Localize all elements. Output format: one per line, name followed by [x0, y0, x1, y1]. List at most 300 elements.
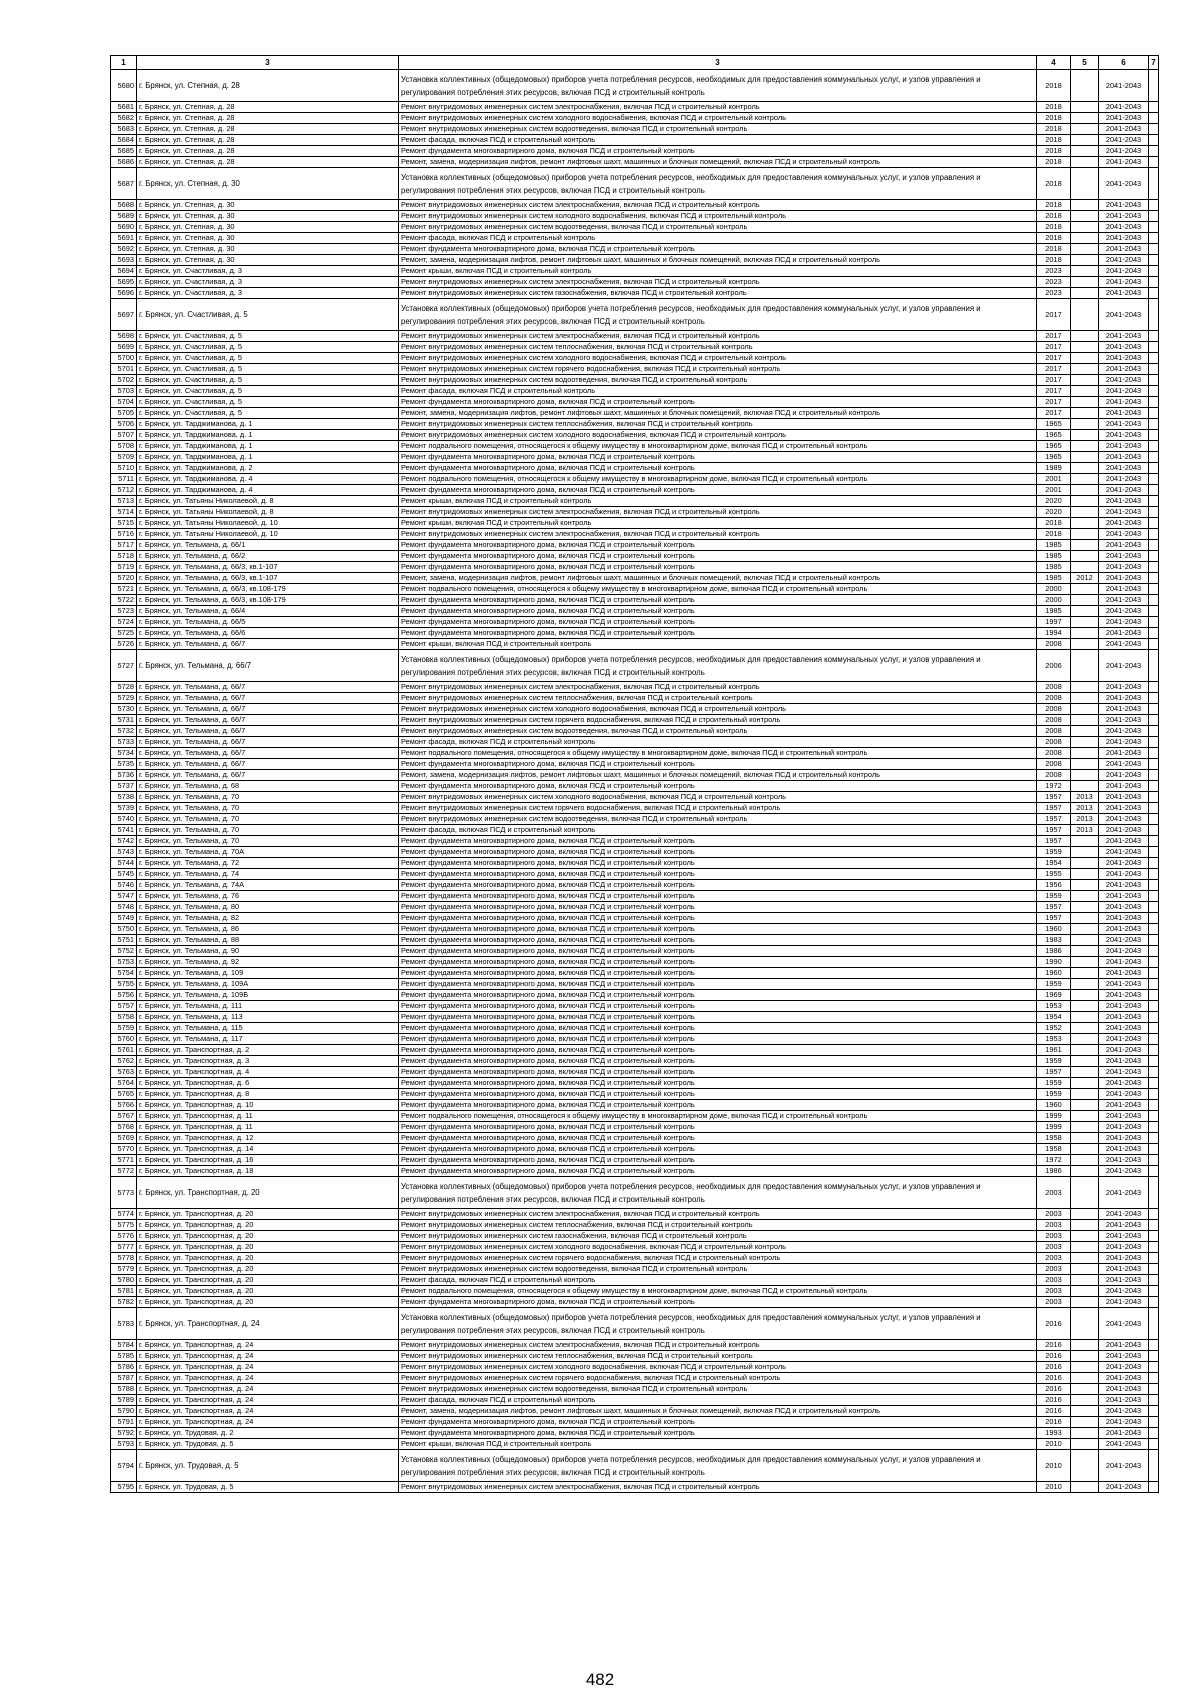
- cell-work-type: Ремонт внутридомовых инженерных систем водоотведения, включая ПСД и строительный контроль: [399, 726, 1037, 737]
- cell-build-year: 1957: [1037, 825, 1071, 836]
- cell-last-repair-year: [1071, 244, 1099, 255]
- cell-row-number: 5696: [111, 288, 137, 299]
- cell-address: г. Брянск, ул. Тельмана, д. 72: [137, 858, 399, 869]
- cell-work-type: Ремонт фундамента многоквартирного дома, включая ПСД и строительный контроль: [399, 1001, 1037, 1012]
- cell-build-year: 1953: [1037, 1001, 1071, 1012]
- cell-extra: [1149, 135, 1159, 146]
- cell-last-repair-year: [1071, 693, 1099, 704]
- cell-last-repair-year: [1071, 430, 1099, 441]
- cell-build-year: 1986: [1037, 946, 1071, 957]
- table-row: [111, 748, 1159, 759]
- table-row: [111, 880, 1159, 891]
- cell-build-year: 1972: [1037, 1155, 1071, 1166]
- cell-last-repair-year: [1071, 979, 1099, 990]
- cell-address: г. Брянск, ул. Тельмана, д. 66/5: [137, 617, 399, 628]
- cell-planned-period: 2041-2043: [1099, 233, 1149, 244]
- cell-build-year: 2006: [1037, 650, 1071, 682]
- cell-extra: [1149, 704, 1159, 715]
- cell-work-type: Ремонт, замена, модернизация лифтов, ремонт лифтовых шахт, машинных и блочных помещений, включая ПСД и строительный контроль: [399, 1406, 1037, 1417]
- table-row: [111, 1177, 1159, 1209]
- cell-last-repair-year: [1071, 408, 1099, 419]
- cell-work-type: Ремонт фундамента многоквартирного дома, включая ПСД и строительный контроль: [399, 1034, 1037, 1045]
- cell-planned-period: 2041-2043: [1099, 990, 1149, 1001]
- cell-build-year: 2016: [1037, 1384, 1071, 1395]
- cell-build-year: 1960: [1037, 1100, 1071, 1111]
- cell-address: г. Брянск, ул. Степная, д. 30: [137, 255, 399, 266]
- cell-work-type: Ремонт внутридомовых инженерных систем горячего водоснабжения, включая ПСД и строительный контроль: [399, 364, 1037, 375]
- cell-work-type: Ремонт фундамента многоквартирного дома, включая ПСД и строительный контроль: [399, 1089, 1037, 1100]
- cell-planned-period: 2041-2043: [1099, 737, 1149, 748]
- cell-last-repair-year: [1071, 902, 1099, 913]
- table-row: [111, 1045, 1159, 1056]
- cell-work-type: Ремонт внутридомовых инженерных систем холодного водоснабжения, включая ПСД и строительный контроль: [399, 211, 1037, 222]
- cell-planned-period: 2041-2043: [1099, 617, 1149, 628]
- cell-row-number: 5726: [111, 639, 137, 650]
- cell-extra: [1149, 441, 1159, 452]
- table-row: [111, 146, 1159, 157]
- cell-build-year: 1983: [1037, 935, 1071, 946]
- cell-build-year: 2023: [1037, 288, 1071, 299]
- cell-work-type: Установка коллективных (общедомовых) приборов учета потребления ресурсов, необходимых для предоставления коммунальных услуг, и узлов управления и регулирования потребления этих ресурсов, включая ПСД и строительный контроль: [399, 299, 1037, 331]
- cell-extra: [1149, 759, 1159, 770]
- cell-work-type: Ремонт внутридомовых инженерных систем газоснабжения, включая ПСД и строительный контроль: [399, 1231, 1037, 1242]
- cell-row-number: 5690: [111, 222, 137, 233]
- cell-planned-period: 2041-2043: [1099, 211, 1149, 222]
- cell-row-number: 5757: [111, 1001, 137, 1012]
- cell-work-type: Ремонт фасада, включая ПСД и строительный контроль: [399, 825, 1037, 836]
- table-row: [111, 441, 1159, 452]
- cell-build-year: 2001: [1037, 485, 1071, 496]
- cell-row-number: 5758: [111, 1012, 137, 1023]
- cell-build-year: 1954: [1037, 858, 1071, 869]
- cell-work-type: Ремонт фундамента многоквартирного дома, включая ПСД и строительный контроль: [399, 1056, 1037, 1067]
- cell-last-repair-year: [1071, 1362, 1099, 1373]
- cell-build-year: 2023: [1037, 266, 1071, 277]
- cell-work-type: Ремонт фундамента многоквартирного дома, включая ПСД и строительный контроль: [399, 1417, 1037, 1428]
- table-row: [111, 496, 1159, 507]
- cell-planned-period: 2041-2043: [1099, 1428, 1149, 1439]
- cell-extra: [1149, 452, 1159, 463]
- cell-planned-period: 2041-2043: [1099, 595, 1149, 606]
- cell-last-repair-year: [1071, 507, 1099, 518]
- cell-address: г. Брянск, ул. Тельмана, д. 66/7: [137, 759, 399, 770]
- cell-planned-period: 2041-2043: [1099, 1417, 1149, 1428]
- cell-address: г. Брянск, ул. Счастливая, д. 3: [137, 266, 399, 277]
- cell-build-year: 2003: [1037, 1253, 1071, 1264]
- table-row: [111, 485, 1159, 496]
- cell-row-number: 5783: [111, 1308, 137, 1340]
- cell-last-repair-year: [1071, 617, 1099, 628]
- cell-row-number: 5770: [111, 1144, 137, 1155]
- cell-work-type: Ремонт фундамента многоквартирного дома, включая ПСД и строительный контроль: [399, 968, 1037, 979]
- cell-work-type: Ремонт подвального помещения, относящегося к общему имуществу в многоквартирном доме, включая ПСД и строительный контроль: [399, 584, 1037, 595]
- cell-extra: [1149, 869, 1159, 880]
- cell-work-type: Ремонт внутридомовых инженерных систем электроснабжения, включая ПСД и строительный контроль: [399, 1482, 1037, 1493]
- cell-row-number: 5703: [111, 386, 137, 397]
- cell-row-number: 5794: [111, 1450, 137, 1482]
- cell-build-year: 2003: [1037, 1297, 1071, 1308]
- cell-last-repair-year: [1071, 124, 1099, 135]
- cell-planned-period: 2041-2043: [1099, 792, 1149, 803]
- cell-build-year: 2018: [1037, 70, 1071, 102]
- cell-row-number: 5756: [111, 990, 137, 1001]
- cell-work-type: Ремонт внутридомовых инженерных систем теплоснабжения, включая ПСД и строительный контроль: [399, 1220, 1037, 1231]
- cell-extra: [1149, 124, 1159, 135]
- cell-extra: [1149, 693, 1159, 704]
- cell-address: г. Брянск, ул. Счастливая, д. 5: [137, 397, 399, 408]
- cell-extra: [1149, 957, 1159, 968]
- cell-last-repair-year: [1071, 628, 1099, 639]
- cell-planned-period: 2041-2043: [1099, 693, 1149, 704]
- cell-planned-period: 2041-2043: [1099, 1089, 1149, 1100]
- cell-build-year: 2010: [1037, 1482, 1071, 1493]
- cell-extra: [1149, 386, 1159, 397]
- cell-planned-period: 2041-2043: [1099, 266, 1149, 277]
- cell-extra: [1149, 430, 1159, 441]
- cell-build-year: 1999: [1037, 1122, 1071, 1133]
- cell-build-year: 2017: [1037, 397, 1071, 408]
- cell-address: г. Брянск, ул. Тельмана, д. 70: [137, 825, 399, 836]
- cell-last-repair-year: [1071, 518, 1099, 529]
- cell-build-year: 1994: [1037, 628, 1071, 639]
- cell-work-type: Ремонт внутридомовых инженерных систем горячего водоснабжения, включая ПСД и строительный контроль: [399, 715, 1037, 726]
- cell-planned-period: 2041-2043: [1099, 1308, 1149, 1340]
- cell-work-type: Ремонт внутридомовых инженерных систем газоснабжения, включая ПСД и строительный контроль: [399, 288, 1037, 299]
- cell-build-year: 2016: [1037, 1406, 1071, 1417]
- cell-build-year: 2017: [1037, 375, 1071, 386]
- cell-address: г. Брянск, ул. Тельмана, д. 70: [137, 792, 399, 803]
- cell-work-type: Ремонт фундамента многоквартирного дома, включая ПСД и строительный контроль: [399, 1012, 1037, 1023]
- cell-address: г. Брянск, ул. Транспортная, д. 24: [137, 1395, 399, 1406]
- cell-row-number: 5700: [111, 353, 137, 364]
- cell-last-repair-year: [1071, 1056, 1099, 1067]
- cell-last-repair-year: [1071, 233, 1099, 244]
- cell-row-number: 5751: [111, 935, 137, 946]
- cell-row-number: 5707: [111, 430, 137, 441]
- cell-last-repair-year: [1071, 540, 1099, 551]
- table-row: [111, 386, 1159, 397]
- cell-extra: [1149, 825, 1159, 836]
- table-row: [111, 1034, 1159, 1045]
- cell-work-type: Ремонт фундамента многоквартирного дома, включая ПСД и строительный контроль: [399, 836, 1037, 847]
- cell-extra: [1149, 595, 1159, 606]
- cell-work-type: Ремонт фундамента многоквартирного дома, включая ПСД и строительный контроль: [399, 1122, 1037, 1133]
- cell-work-type: Установка коллективных (общедомовых) приборов учета потребления ресурсов, необходимых для предоставления коммунальных услуг, и узлов управления и регулирования потребления этих ресурсов, включая ПСД и строительный контроль: [399, 650, 1037, 682]
- cell-extra: [1149, 364, 1159, 375]
- cell-build-year: 2008: [1037, 715, 1071, 726]
- cell-row-number: 5708: [111, 441, 137, 452]
- cell-address: г. Брянск, ул. Тельмана, д. 70: [137, 836, 399, 847]
- cell-planned-period: 2041-2043: [1099, 957, 1149, 968]
- cell-work-type: Ремонт фундамента многоквартирного дома, включая ПСД и строительный контроль: [399, 990, 1037, 1001]
- table-row: [111, 726, 1159, 737]
- cell-last-repair-year: [1071, 1417, 1099, 1428]
- cell-work-type: Ремонт фасада, включая ПСД и строительный контроль: [399, 1275, 1037, 1286]
- cell-address: г. Брянск, ул. Транспортная, д. 24: [137, 1340, 399, 1351]
- cell-extra: [1149, 266, 1159, 277]
- cell-address: г. Брянск, ул. Тельмана, д. 66/7: [137, 693, 399, 704]
- cell-build-year: 2020: [1037, 496, 1071, 507]
- cell-build-year: 1955: [1037, 869, 1071, 880]
- cell-work-type: Ремонт фундамента многоквартирного дома, включая ПСД и строительный контроль: [399, 1078, 1037, 1089]
- cell-row-number: 5733: [111, 737, 137, 748]
- cell-planned-period: 2041-2043: [1099, 759, 1149, 770]
- cell-planned-period: 2041-2043: [1099, 485, 1149, 496]
- cell-planned-period: 2041-2043: [1099, 299, 1149, 331]
- cell-row-number: 5706: [111, 419, 137, 430]
- cell-build-year: 2008: [1037, 682, 1071, 693]
- cell-extra: [1149, 540, 1159, 551]
- cell-row-number: 5732: [111, 726, 137, 737]
- cell-row-number: 5760: [111, 1034, 137, 1045]
- table-row: [111, 102, 1159, 113]
- table-row: [111, 474, 1159, 485]
- cell-row-number: 5681: [111, 102, 137, 113]
- cell-extra: [1149, 1155, 1159, 1166]
- cell-last-repair-year: [1071, 1209, 1099, 1220]
- cell-address: г. Брянск, ул. Транспортная, д. 24: [137, 1362, 399, 1373]
- cell-extra: [1149, 902, 1159, 913]
- cell-planned-period: 2041-2043: [1099, 847, 1149, 858]
- table-row: [111, 222, 1159, 233]
- cell-extra: [1149, 1308, 1159, 1340]
- cell-row-number: 5714: [111, 507, 137, 518]
- cell-build-year: 1985: [1037, 540, 1071, 551]
- cell-build-year: 1965: [1037, 452, 1071, 463]
- header-col-3: 3: [399, 56, 1037, 70]
- cell-build-year: 2000: [1037, 595, 1071, 606]
- cell-planned-period: 2041-2043: [1099, 1045, 1149, 1056]
- cell-last-repair-year: [1071, 1122, 1099, 1133]
- cell-planned-period: 2041-2043: [1099, 858, 1149, 869]
- cell-planned-period: 2041-2043: [1099, 628, 1149, 639]
- cell-build-year: 2018: [1037, 244, 1071, 255]
- cell-extra: [1149, 419, 1159, 430]
- cell-build-year: 2018: [1037, 124, 1071, 135]
- cell-address: г. Брянск, ул. Тельмана, д. 88: [137, 935, 399, 946]
- cell-work-type: Установка коллективных (общедомовых) приборов учета потребления ресурсов, необходимых для предоставления коммунальных услуг, и узлов управления и регулирования потребления этих ресурсов, включая ПСД и строительный контроль: [399, 1177, 1037, 1209]
- cell-address: г. Брянск, ул. Тельмана, д. 109Б: [137, 990, 399, 1001]
- cell-extra: [1149, 836, 1159, 847]
- cell-planned-period: 2041-2043: [1099, 342, 1149, 353]
- cell-row-number: 5710: [111, 463, 137, 474]
- cell-extra: [1149, 573, 1159, 584]
- cell-extra: [1149, 584, 1159, 595]
- cell-work-type: Ремонт фундамента многоквартирного дома, включая ПСД и строительный контроль: [399, 1067, 1037, 1078]
- cell-address: г. Брянск, ул. Тельмана, д. 66/3, кв.108-179: [137, 584, 399, 595]
- table-row: [111, 1133, 1159, 1144]
- repair-schedule-table: [110, 55, 1159, 1493]
- cell-row-number: 5775: [111, 1220, 137, 1231]
- cell-address: г. Брянск, ул. Тарджиманова, д. 1: [137, 419, 399, 430]
- cell-last-repair-year: [1071, 200, 1099, 211]
- cell-extra: [1149, 1209, 1159, 1220]
- cell-last-repair-year: [1071, 1373, 1099, 1384]
- table-row: [111, 331, 1159, 342]
- cell-last-repair-year: [1071, 869, 1099, 880]
- table-row: [111, 1253, 1159, 1264]
- cell-extra: [1149, 518, 1159, 529]
- cell-extra: [1149, 1439, 1159, 1450]
- cell-extra: [1149, 803, 1159, 814]
- cell-last-repair-year: [1071, 858, 1099, 869]
- cell-build-year: 2018: [1037, 102, 1071, 113]
- cell-work-type: Ремонт фундамента многоквартирного дома, включая ПСД и строительный контроль: [399, 606, 1037, 617]
- cell-extra: [1149, 924, 1159, 935]
- cell-build-year: 1972: [1037, 781, 1071, 792]
- cell-last-repair-year: [1071, 1351, 1099, 1362]
- cell-build-year: 2016: [1037, 1351, 1071, 1362]
- table-row: [111, 1166, 1159, 1177]
- cell-work-type: Ремонт фундамента многоквартирного дома, включая ПСД и строительный контроль: [399, 858, 1037, 869]
- table-row: [111, 419, 1159, 430]
- cell-last-repair-year: [1071, 770, 1099, 781]
- table-row: [111, 858, 1159, 869]
- table-row: [111, 682, 1159, 693]
- cell-row-number: 5762: [111, 1056, 137, 1067]
- cell-extra: [1149, 168, 1159, 200]
- cell-row-number: 5735: [111, 759, 137, 770]
- cell-row-number: 5768: [111, 1122, 137, 1133]
- cell-build-year: 2008: [1037, 726, 1071, 737]
- table-row: [111, 540, 1159, 551]
- cell-address: г. Брянск, ул. Транспортная, д. 8: [137, 1089, 399, 1100]
- cell-build-year: 2003: [1037, 1275, 1071, 1286]
- cell-address: г. Брянск, ул. Тельмана, д. 66/3, кв.1-107: [137, 562, 399, 573]
- cell-row-number: 5795: [111, 1482, 137, 1493]
- cell-planned-period: 2041-2043: [1099, 770, 1149, 781]
- cell-build-year: 1986: [1037, 1166, 1071, 1177]
- cell-extra: [1149, 1482, 1159, 1493]
- cell-extra: [1149, 551, 1159, 562]
- cell-address: г. Брянск, ул. Транспортная, д. 20: [137, 1286, 399, 1297]
- cell-planned-period: 2041-2043: [1099, 146, 1149, 157]
- cell-last-repair-year: [1071, 836, 1099, 847]
- cell-extra: [1149, 1067, 1159, 1078]
- cell-row-number: 5787: [111, 1373, 137, 1384]
- cell-last-repair-year: [1071, 1166, 1099, 1177]
- cell-work-type: Ремонт фундамента многоквартирного дома, включая ПСД и строительный контроль: [399, 452, 1037, 463]
- cell-last-repair-year: [1071, 781, 1099, 792]
- cell-last-repair-year: [1071, 1023, 1099, 1034]
- cell-extra: [1149, 1001, 1159, 1012]
- table-row: [111, 200, 1159, 211]
- cell-address: г. Брянск, ул. Счастливая, д. 5: [137, 364, 399, 375]
- cell-planned-period: 2041-2043: [1099, 1351, 1149, 1362]
- cell-extra: [1149, 331, 1159, 342]
- cell-work-type: Ремонт внутридомовых инженерных систем холодного водоснабжения, включая ПСД и строительный контроль: [399, 353, 1037, 364]
- cell-planned-period: 2041-2043: [1099, 1482, 1149, 1493]
- cell-extra: [1149, 146, 1159, 157]
- cell-last-repair-year: [1071, 968, 1099, 979]
- cell-address: г. Брянск, ул. Тельмана, д. 111: [137, 1001, 399, 1012]
- cell-planned-period: 2041-2043: [1099, 726, 1149, 737]
- table-row: [111, 803, 1159, 814]
- cell-planned-period: 2041-2043: [1099, 222, 1149, 233]
- cell-planned-period: 2041-2043: [1099, 496, 1149, 507]
- cell-work-type: Ремонт подвального помещения, относящегося к общему имуществу в многоквартирном доме, включая ПСД и строительный контроль: [399, 1286, 1037, 1297]
- cell-build-year: 2016: [1037, 1308, 1071, 1340]
- cell-planned-period: 2041-2043: [1099, 277, 1149, 288]
- cell-last-repair-year: [1071, 880, 1099, 891]
- cell-last-repair-year: [1071, 255, 1099, 266]
- cell-work-type: Ремонт внутридомовых инженерных систем водоотведения, включая ПСД и строительный контроль: [399, 124, 1037, 135]
- cell-row-number: 5767: [111, 1111, 137, 1122]
- cell-last-repair-year: [1071, 70, 1099, 102]
- cell-address: г. Брянск, ул. Тельмана, д. 66/7: [137, 650, 399, 682]
- header-col-2: 3: [137, 56, 399, 70]
- cell-address: г. Брянск, ул. Тарджиманова, д. 1: [137, 452, 399, 463]
- table-row: [111, 628, 1159, 639]
- cell-last-repair-year: [1071, 113, 1099, 124]
- cell-last-repair-year: [1071, 397, 1099, 408]
- cell-extra: [1149, 935, 1159, 946]
- cell-build-year: 2003: [1037, 1209, 1071, 1220]
- cell-planned-period: 2041-2043: [1099, 353, 1149, 364]
- cell-work-type: Ремонт внутридомовых инженерных систем холодного водоснабжения, включая ПСД и строительный контроль: [399, 704, 1037, 715]
- cell-work-type: Ремонт фундамента многоквартирного дома, включая ПСД и строительный контроль: [399, 1428, 1037, 1439]
- cell-build-year: 1957: [1037, 902, 1071, 913]
- cell-row-number: 5697: [111, 299, 137, 331]
- cell-planned-period: 2041-2043: [1099, 1297, 1149, 1308]
- table-row: [111, 244, 1159, 255]
- cell-address: г. Брянск, ул. Транспортная, д. 20: [137, 1253, 399, 1264]
- cell-extra: [1149, 1406, 1159, 1417]
- cell-work-type: Ремонт крыши, включая ПСД и строительный контроль: [399, 518, 1037, 529]
- table-row: [111, 924, 1159, 935]
- cell-extra: [1149, 1166, 1159, 1177]
- cell-work-type: Ремонт внутридомовых инженерных систем водоотведения, включая ПСД и строительный контроль: [399, 814, 1037, 825]
- table-row: [111, 551, 1159, 562]
- cell-row-number: 5765: [111, 1089, 137, 1100]
- cell-row-number: 5761: [111, 1045, 137, 1056]
- cell-work-type: Ремонт фасада, включая ПСД и строительный контроль: [399, 737, 1037, 748]
- cell-planned-period: 2041-2043: [1099, 1286, 1149, 1297]
- cell-last-repair-year: [1071, 1406, 1099, 1417]
- cell-extra: [1149, 277, 1159, 288]
- cell-planned-period: 2041-2043: [1099, 1155, 1149, 1166]
- cell-build-year: 1985: [1037, 606, 1071, 617]
- cell-row-number: 5776: [111, 1231, 137, 1242]
- cell-planned-period: 2041-2043: [1099, 540, 1149, 551]
- cell-last-repair-year: [1071, 1340, 1099, 1351]
- cell-row-number: 5743: [111, 847, 137, 858]
- cell-planned-period: 2041-2043: [1099, 935, 1149, 946]
- cell-address: г. Брянск, ул. Татьяны Николаевой, д. 8: [137, 507, 399, 518]
- cell-address: г. Брянск, ул. Степная, д. 30: [137, 244, 399, 255]
- cell-row-number: 5741: [111, 825, 137, 836]
- cell-last-repair-year: [1071, 704, 1099, 715]
- cell-build-year: 1965: [1037, 430, 1071, 441]
- cell-last-repair-year: [1071, 463, 1099, 474]
- cell-last-repair-year: [1071, 277, 1099, 288]
- cell-extra: [1149, 211, 1159, 222]
- table-row: [111, 1155, 1159, 1166]
- cell-build-year: 1985: [1037, 551, 1071, 562]
- cell-address: г. Брянск, ул. Транспортная, д. 24: [137, 1384, 399, 1395]
- cell-extra: [1149, 1340, 1159, 1351]
- cell-build-year: 2003: [1037, 1286, 1071, 1297]
- cell-address: г. Брянск, ул. Счастливая, д. 5: [137, 342, 399, 353]
- cell-last-repair-year: [1071, 924, 1099, 935]
- cell-build-year: 2008: [1037, 770, 1071, 781]
- cell-address: г. Брянск, ул. Степная, д. 30: [137, 211, 399, 222]
- cell-extra: [1149, 606, 1159, 617]
- cell-last-repair-year: [1071, 891, 1099, 902]
- cell-row-number: 5793: [111, 1439, 137, 1450]
- header-col-4: 4: [1037, 56, 1071, 70]
- cell-row-number: 5755: [111, 979, 137, 990]
